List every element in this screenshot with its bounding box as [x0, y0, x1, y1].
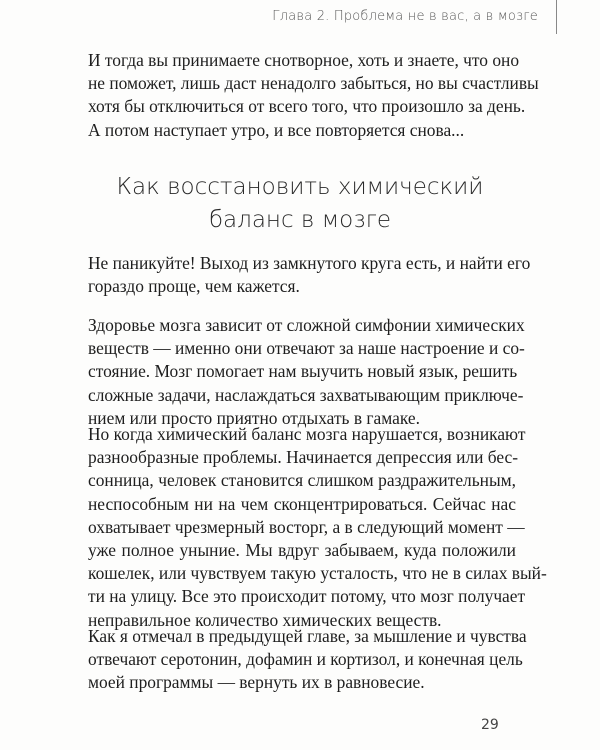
text-line: неправильное количество химических веществ.: [88, 609, 442, 630]
text-line: Не паникуйте! Выход из замкнутого круга есть, и найти его: [88, 253, 531, 273]
header-divider: [556, 0, 557, 34]
text-line: Здоровье мозга зависит от сложной симфонии химических: [88, 315, 525, 335]
text-line: отвечают серотонин, дофамин и кортизол, и конечная цель: [88, 649, 523, 670]
text-line: стояние. Мозг помогает нам выучить новый язык, решить: [88, 361, 518, 382]
text-line: А потом наступает утро, и все повторяется снова...: [88, 119, 465, 140]
text-line: И тогда вы принимаете снотворное, хоть и знаете, что оно: [88, 50, 520, 70]
heading-line: баланс в мозге: [208, 207, 392, 233]
text-line: охватывает чрезмерный восторг, а в следующий момент —: [88, 516, 525, 537]
heading-line: Как восстановить химический: [116, 174, 484, 200]
running-head: Глава 2. Проблема не в вас, а в мозге: [272, 9, 538, 24]
text-line: нием или просто приятно отдыхать в гамаке.: [88, 407, 420, 428]
text-line: уже полное уныние. Мы вдруг забываем, куда положили: [88, 540, 516, 561]
text-line: неспособным ни на чем сконцентрироваться. Сейчас нас: [88, 493, 516, 514]
text-line: разнообразные проблемы. Начинается депрессия или бес-: [88, 447, 519, 468]
paragraph-2: [88, 314, 525, 430]
text-line: сонница, человек становится слишком раздражительным,: [88, 470, 516, 491]
text-line: хотя бы отключиться от всего того, что произошло за день.: [88, 96, 526, 117]
text-line: не поможет, лишь даст ненадолго забыться, но вы счастливы: [88, 73, 539, 94]
page-number: 29: [481, 717, 499, 733]
paragraph-4: [88, 625, 527, 695]
text-line: гораздо проще, чем кажется.: [88, 276, 300, 297]
text-line: веществ — именно они отвечают за наше настроение и со-: [88, 338, 525, 359]
section-heading: [60, 171, 540, 237]
text-line: Как я отмечал в предыдущей главе, за мышление и чувства: [88, 626, 527, 646]
text-line: ти на улицу. Все это происходит потому, что мозг получает: [88, 586, 526, 607]
text-line: Но когда химический баланс мозга нарушается, возникают: [88, 424, 526, 444]
text-line: сложные задачи, наслаждаться захватывающим приключе-: [88, 384, 524, 405]
intro-paragraph: [88, 49, 539, 142]
paragraph-1: [88, 252, 531, 298]
text-line: моей программы — вернуть их в равновесие.: [88, 672, 425, 693]
paragraph-3: [88, 423, 547, 632]
text-line: кошелек, или чувствуем такую усталость, что не в силах вый-: [88, 563, 547, 584]
